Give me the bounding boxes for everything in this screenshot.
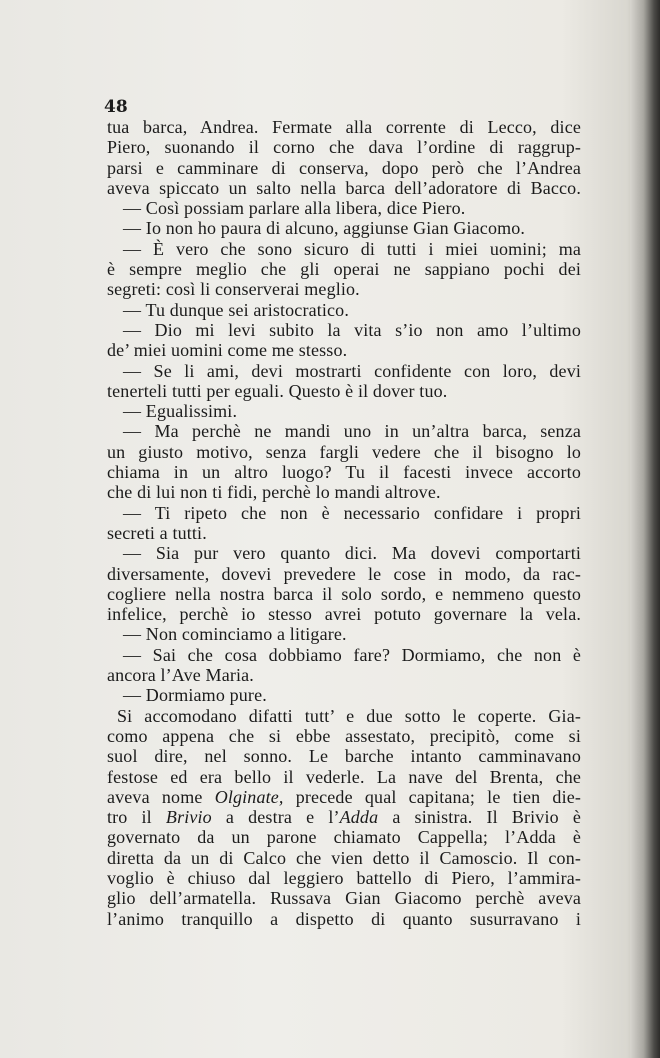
text-line: — Dio mi levi subito la vita s’io non amo l’ultimo — [123, 319, 581, 340]
italic-name: Olginate, — [214, 786, 284, 807]
text-line: un giusto motivo, senza fargli vedere che il bisogno lo — [107, 441, 581, 462]
text-line: Piero, suonando il corno che dava l’ordine di raggrup- — [107, 137, 581, 158]
text-line: governato da un parone chiamato Cappella; l’Adda è — [107, 827, 581, 848]
page-number: 48 — [104, 97, 128, 117]
text-line: chiama in un altro luogo? Tu il facesti invece accorto — [107, 462, 581, 483]
text-line: como appena che si ebbe assestato, precipitò, come si — [107, 725, 581, 746]
book-binding-edge — [630, 0, 660, 1058]
text-line: diretta da un di Calco che vien detto il Camoscio. Il con- — [107, 847, 581, 868]
text-line: aveva spiccato un salto nella barca dell’adoratore di Bacco. — [107, 177, 581, 198]
text-segment: aveva nome — [107, 786, 215, 807]
text-line: — Dormiamo pure. — [123, 685, 267, 706]
text-line: voglio è chiuso dal leggiero battello di Piero, l’ammira- — [107, 867, 581, 888]
text-line: cogliere nella nostra barca il solo sordo, e nemmeno questo — [107, 583, 581, 604]
text-line: ancora l’Ave Maria. — [107, 665, 254, 686]
text-line: de’ miei uomini come me stesso. — [107, 340, 348, 361]
text-line: l’animo tranquillo a dispetto di quanto susurravano i — [107, 908, 581, 929]
text-line: tua barca, Andrea. Fermate alla corrente di Lecco, dice — [107, 117, 581, 137]
text-line: festose ed era bello il vederle. La nave del Brenta, che — [107, 766, 581, 787]
text-segment: tro il — [107, 807, 166, 828]
text-line: — Non cominciamo a litigare. — [123, 624, 347, 645]
text-segment: a destra e l’ — [211, 807, 340, 828]
text-line: — Sai che cosa dobbiamo fare? Dormiamo, che non è — [123, 644, 581, 665]
text-line: — Così possiam parlare alla libera, dice Piero. — [123, 198, 466, 219]
text-line: che di lui non ti fidi, perchè lo mandi altrove. — [107, 482, 441, 503]
text-line: infelice, perchè io stesso avrei potuto governare la vela. — [107, 604, 581, 625]
text-line — [107, 807, 581, 827]
text-line: secreti a tutti. — [107, 522, 207, 543]
text-line: suol dire, nel sonno. Le barche intanto camminavano — [107, 746, 581, 767]
text-line: — Io non ho paura di alcuno, aggiunse Gian Giacomo. — [123, 218, 526, 239]
text-line: — Egualissimi. — [123, 401, 238, 422]
text-line: — Tu dunque sei aristocratico. — [123, 299, 349, 320]
text-line: Si accomodano difatti tutt’ e due sotto le coperte. Gia- — [117, 705, 581, 726]
text-segment: precede qual capitana; le tien die- — [283, 786, 581, 807]
italic-name: Adda — [339, 807, 379, 828]
text-line: — Ma perchè ne mandi uno in un’altra barca, senza — [123, 421, 581, 442]
text-line: — È vero che sono sicuro di tutti i miei uomini; ma — [123, 238, 581, 259]
text-line: glio dell’armatella. Russava Gian Giacomo perchè aveva — [107, 888, 581, 909]
text-line — [107, 787, 581, 807]
body-text — [107, 117, 581, 929]
text-line: parsi e camminare di conserva, dopo però che l’Andrea — [107, 157, 581, 178]
text-line: — Sia pur vero quanto dici. Ma dovevi comportarti — [123, 543, 581, 564]
text-line: è sempre meglio che gli operai ne sappiano pochi dei — [107, 259, 581, 280]
italic-name: Brivio — [165, 807, 212, 828]
text-segment: a sinistra. Il Brivio è — [378, 807, 581, 828]
text-line: segreti: così li conserverai meglio. — [107, 279, 360, 300]
text-line: diversamente, dovevi prevedere le cose in modo, da rac- — [107, 563, 581, 584]
text-line: tenerteli tutti per eguali. Questo è il dover tuo. — [107, 380, 448, 401]
text-line: — Se li ami, devi mostrarti confidente con loro, devi — [123, 360, 581, 381]
text-line: — Ti ripeto che non è necessario confidare i propri — [123, 502, 581, 523]
